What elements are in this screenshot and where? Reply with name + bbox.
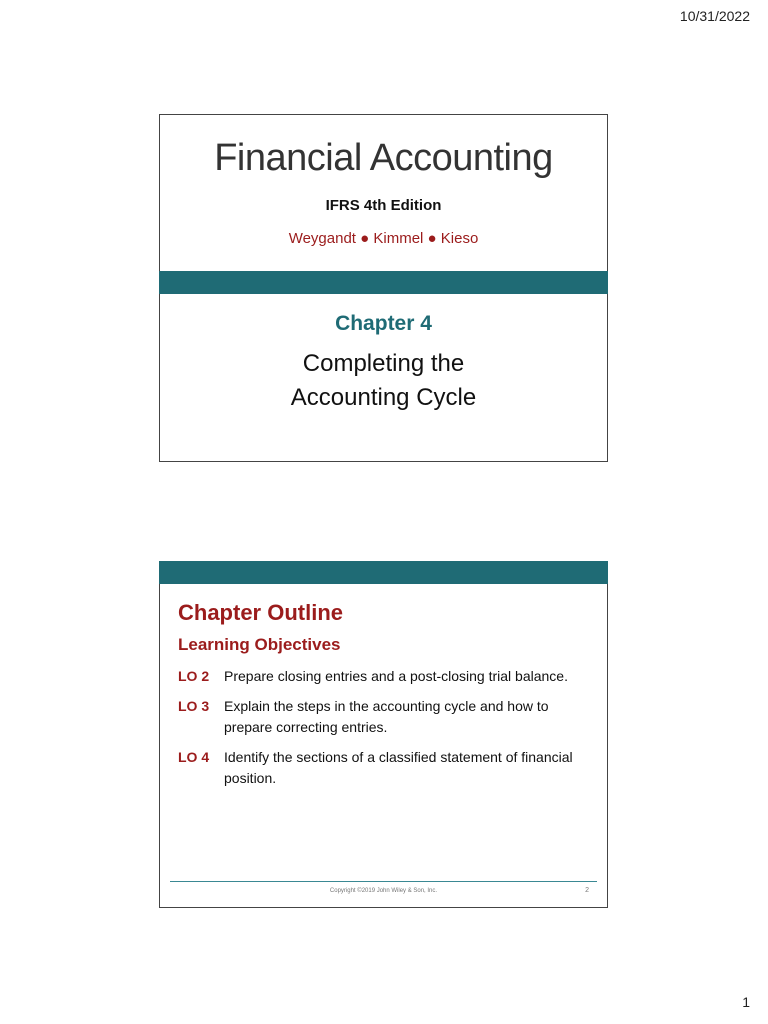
outline-slide <box>159 561 608 908</box>
chapter-title <box>160 347 607 415</box>
page-number: 1 <box>742 994 750 1010</box>
objective-item <box>178 747 588 789</box>
page-date: 10/31/2022 <box>679 8 750 24</box>
chapter-title-line-1: Completing the <box>302 350 465 377</box>
header-band <box>159 561 608 584</box>
objective-text: Prepare closing entries and a post-closing trial balance. <box>224 668 568 684</box>
title-slide <box>159 114 608 462</box>
objective-item <box>178 666 588 687</box>
chapter-title-line-2: Accounting Cycle <box>290 384 477 411</box>
book-title: Financial Accounting <box>214 137 553 179</box>
objectives-heading: Learning Objectives <box>178 635 341 654</box>
objective-text: Identify the sections of a classified statement of financial position. <box>224 749 573 786</box>
outline-title: Chapter Outline <box>178 600 344 625</box>
objectives-list <box>178 666 588 798</box>
objective-text: Explain the steps in the accounting cycle and how to prepare correcting entries. <box>224 698 549 735</box>
footer-divider <box>170 881 597 882</box>
objective-item <box>178 696 588 738</box>
chapter-label: Chapter 4 <box>335 312 432 335</box>
edition-label: IFRS 4th Edition <box>325 197 442 214</box>
footer-slide-number: 2 <box>585 887 589 894</box>
objective-code: LO 2 <box>178 668 210 684</box>
footer-copyright: Copyright ©2019 John Wiley & Son, Inc. <box>329 888 438 894</box>
title-band <box>159 271 608 294</box>
objective-code: LO 3 <box>178 698 210 714</box>
authors-line: Weygandt ● Kimmel ● Kieso <box>288 230 479 247</box>
objective-code: LO 4 <box>178 749 210 765</box>
